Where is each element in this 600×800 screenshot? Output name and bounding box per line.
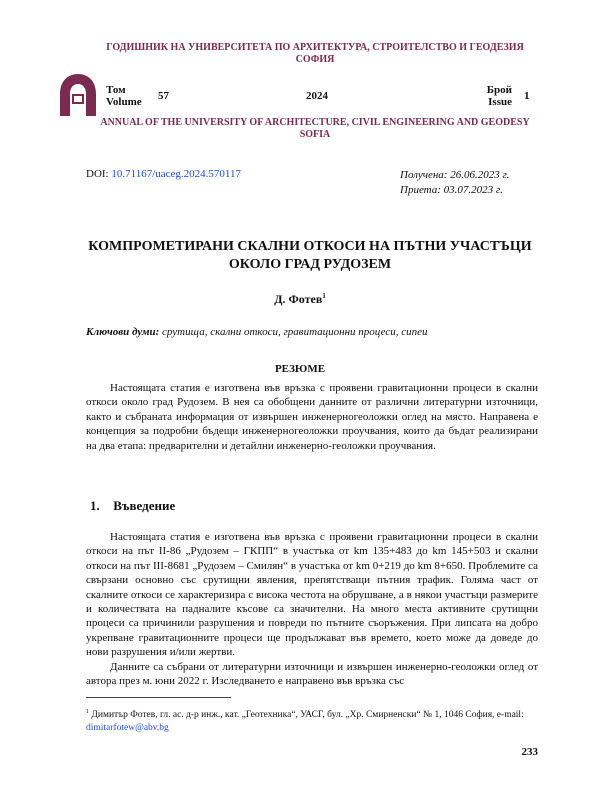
- issue-label-block: [470, 84, 512, 108]
- paper-title-line2: ОКОЛО ГРАД РУДОЗЕМ: [228, 257, 392, 272]
- volume-value: 57: [158, 90, 169, 102]
- keywords: [86, 326, 427, 338]
- introduction-body: [86, 530, 538, 688]
- footnote-divider: [86, 697, 231, 698]
- keywords-text: срутища, скални откоси, гравитационни процеси, сипеи: [162, 326, 428, 338]
- doi-link[interactable]: 10.71167/uaceg.2024.570117: [111, 168, 241, 180]
- footnote-mark: 1: [86, 709, 89, 715]
- footnote: [86, 706, 538, 735]
- accepted-date: Приета: 03.07.2023 г.: [400, 184, 503, 196]
- tom-label: Том: [106, 84, 126, 96]
- author: [0, 292, 600, 307]
- author-footnote-mark: 1: [322, 292, 326, 300]
- university-logo-icon: [58, 72, 98, 118]
- volume-label: Volume: [106, 96, 142, 108]
- keywords-label: Ключови думи:: [86, 326, 160, 338]
- paper-title: [70, 238, 550, 274]
- volume-label-block: [106, 84, 142, 108]
- page-number: 233: [521, 746, 538, 758]
- section-number: 1.: [90, 498, 100, 513]
- footnote-text: Димитър Фотев, гл. ас. д-р инж., кат. „Геотехника“, УАСГ, бул. „Хр. Смирненски“ № 1, 1046 София, e-mail:: [89, 710, 524, 721]
- issue-value: 1: [524, 90, 530, 102]
- abstract-body: [86, 381, 538, 453]
- doi-line: [86, 168, 241, 180]
- abstract-heading: РЕЗЮМЕ: [274, 363, 326, 375]
- journal-title-bg-line1: ГОДИШНИК НА УНИВЕРСИТЕТА ПО АРХИТЕКТУРА, СТРОИТЕЛСТВО И ГЕОДЕЗИЯ: [106, 42, 524, 53]
- doi-label: DOI:: [86, 168, 109, 180]
- journal-title-en-line2: SOFIA: [299, 129, 331, 140]
- received-date: Получена: 26.06.2023 г.: [400, 169, 510, 181]
- section-title: Въведение: [113, 498, 176, 513]
- journal-title-en-line1: ANNUAL OF THE UNIVERSITY OF ARCHITECTURE, CIVIL ENGINEERING AND GEODESY: [100, 117, 530, 128]
- paper-title-line1: КОМПРОМЕТИРАНИ СКАЛНИ ОТКОСИ НА ПЪТНИ УЧАСТЪЦИ: [88, 239, 532, 254]
- journal-title-en: [95, 117, 535, 141]
- broi-label: Брой: [486, 84, 512, 96]
- abstract-text: Настоящата статия е изготвена във връзка с проявени гравитационни процеси в скални откоси около град Рудозем. В нея са обобщени данните от различни литературни източници, както и събраната информация от извършен инженерногеоложки оглед на място. Направена е концепция за подробни бъдещи инженерногеоложки проучвания, които да бъдат реализирани на два етапа: предварителни и детайлни инженерно-геоложки проучвания.: [86, 382, 538, 452]
- journal-title-bg: [95, 42, 535, 66]
- author-name: Д. Фотев: [274, 292, 323, 306]
- section-heading: [90, 498, 175, 514]
- issue-label: Issue: [488, 96, 512, 108]
- dates-block: [400, 168, 509, 198]
- year: 2024: [306, 90, 328, 102]
- footnote-email-link[interactable]: dimitarfotew@abv.bg: [86, 723, 169, 734]
- introduction-para-2: Данните са събрани от литературни източници и извършен инженерно-геоложки оглед от автора през м. юни 2022 г. Изследването е направено във връзка със: [86, 660, 538, 688]
- journal-title-bg-line2: СОФИЯ: [295, 54, 335, 65]
- introduction-para-1: Настоящата статия е изготвена във връзка с проявени гравитационни процеси в скални откоси на път II-86 „Рудозем – ГКПП“ в участъка от km 135+483 до km 145+503 и скални откоси на път III-8681 „Рудозем – Смилян“ в участъка от km 0+219 до km 8+650. Проблемите са свързани основно със срутищни явления, препятстващи пътния трафик. Голяма част от скалните откоси се характеризира с висока честота на обрушване, а в някои участъци размерите и количествата на падналите късове са значителни. На много места активните срутищни процеси са причинили разрушения и повреди по пътните съоръжения. При липсата на добро укрепване гравитационните процеси ще продължават във времето, което може да доведе до нови разрушения и/или жертви.: [86, 531, 538, 659]
